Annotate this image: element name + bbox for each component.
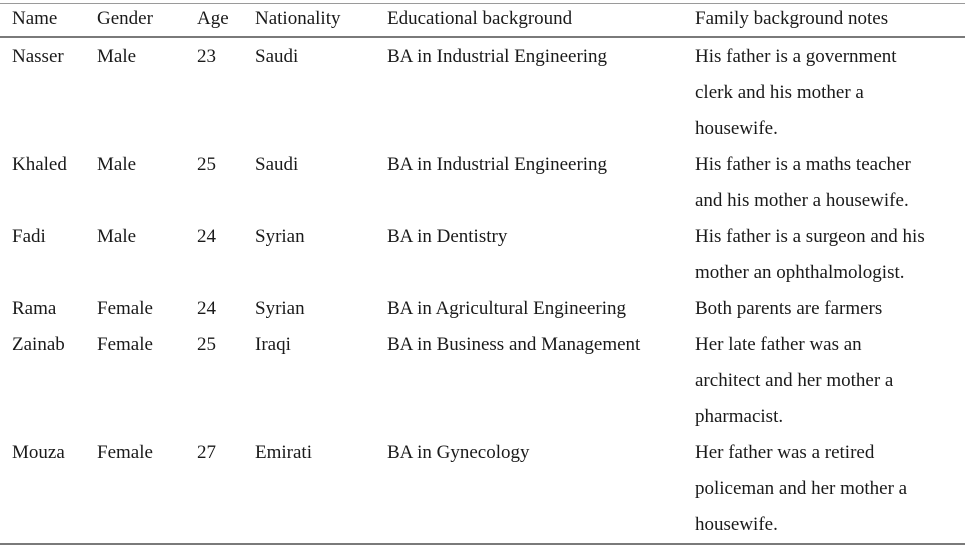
cell-gender: Female [97, 298, 153, 319]
family-note-line: Her father was a retired [695, 442, 875, 463]
cell-family-notes [695, 327, 965, 435]
cell-nationality: Syrian [255, 226, 305, 247]
table-row [0, 39, 965, 147]
cell-name: Zainab [12, 334, 65, 355]
header-nationality: Nationality [255, 8, 341, 29]
family-note-line: pharmacist. [695, 406, 784, 427]
cell-family-notes [695, 219, 965, 291]
cell-name: Nasser [12, 46, 64, 67]
cell-nationality: Iraqi [255, 334, 291, 355]
cell-family-notes [695, 291, 965, 327]
cell-education: BA in Agricultural Engineering [387, 298, 627, 319]
family-note-line: architect and her mother a [695, 370, 894, 391]
cell-name: Khaled [12, 154, 67, 175]
cell-name: Rama [12, 298, 57, 319]
cell-education: BA in Industrial Engineering [387, 46, 608, 67]
cell-family-notes [695, 147, 965, 219]
cell-gender: Male [97, 226, 137, 247]
participants-table [0, 3, 965, 545]
family-note-line: His father is a maths teacher [695, 154, 911, 175]
cell-gender: Male [97, 46, 137, 67]
family-note-line: clerk and his mother a [695, 82, 864, 103]
header-gender: Gender [97, 8, 153, 29]
cell-name: Mouza [12, 442, 65, 463]
cell-gender: Female [97, 334, 153, 355]
family-note-line: mother an ophthalmologist. [695, 262, 905, 283]
cell-nationality: Saudi [255, 154, 299, 175]
cell-name: Fadi [12, 226, 46, 247]
table-row [0, 291, 965, 327]
cell-education: BA in Gynecology [387, 442, 530, 463]
family-note-line: His father is a government [695, 46, 897, 67]
cell-age: 27 [197, 442, 216, 463]
cell-gender: Male [97, 154, 137, 175]
cell-gender: Female [97, 442, 153, 463]
cell-nationality: Emirati [255, 442, 312, 463]
cell-education: BA in Industrial Engineering [387, 154, 608, 175]
cell-age: 24 [197, 226, 216, 247]
family-note-line: His father is a surgeon and his [695, 226, 925, 247]
table-body [0, 38, 965, 543]
cell-education: BA in Dentistry [387, 226, 508, 247]
cell-family-notes [695, 39, 965, 147]
table-row [0, 147, 965, 219]
cell-nationality: Syrian [255, 298, 305, 319]
cell-age: 25 [197, 154, 216, 175]
cell-age: 24 [197, 298, 216, 319]
header-family: Family background notes [695, 8, 889, 29]
family-note-line: housewife. [695, 118, 778, 139]
cell-age: 25 [197, 334, 216, 355]
cell-family-notes [695, 435, 965, 543]
table-header-row [0, 4, 965, 38]
table-row [0, 219, 965, 291]
table-row [0, 435, 965, 543]
family-note-line: Both parents are farmers [695, 298, 883, 319]
table-row [0, 327, 965, 435]
family-note-line: housewife. [695, 514, 778, 535]
cell-nationality: Saudi [255, 46, 299, 67]
cell-education: BA in Business and Management [387, 334, 641, 355]
header-name: Name [12, 8, 58, 29]
header-age: Age [197, 8, 229, 29]
family-note-line: policeman and her mother a [695, 478, 908, 499]
cell-age: 23 [197, 46, 216, 67]
family-note-line: Her late father was an [695, 334, 862, 355]
family-note-line: and his mother a housewife. [695, 190, 909, 211]
header-education: Educational background [387, 8, 573, 29]
